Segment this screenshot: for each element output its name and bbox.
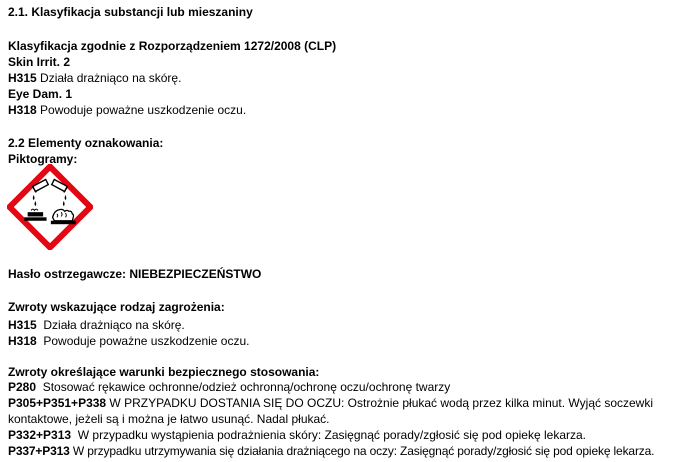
section-2-1-title: 2.1. Klasyfikacja substancji lub mieszaniny xyxy=(8,5,253,19)
precaution-text: W PRZYPADKU DOSTANIA SIĘ DO OCZU: Ostrożnie płukać wodą przez kilka minut. Wyjąć soczewki xyxy=(106,396,654,410)
precaution-code: P332+P313 xyxy=(8,428,72,442)
hazard-code: H318 xyxy=(8,103,37,117)
class-category: Eye Dam. 1 xyxy=(8,87,73,101)
corrosion-pictogram-icon xyxy=(7,164,93,250)
precautionary-statement xyxy=(8,395,653,411)
precaution-text: W przypadku wystąpienia podrażnienia skóry: Zasięgnąć porady/zgłosić się pod opiekę lekarza. xyxy=(71,428,586,442)
signal-word-line xyxy=(8,266,261,282)
precautionary-statement xyxy=(8,427,586,443)
clp-heading: Klasyfikacja zgodnie z Rozporządzeniem 1272/2008 (CLP) xyxy=(8,39,337,53)
precautionary-statement xyxy=(8,379,450,395)
class-category: Skin Irrit. 2 xyxy=(8,55,71,69)
precautionary-statement-continuation xyxy=(8,411,330,427)
hazard-code: H318 xyxy=(8,334,37,348)
precaution-text: Stosować rękawice ochronne/odzież ochronną/ochronę oczu/ochronę twarzy xyxy=(36,380,451,394)
hazard-statement xyxy=(8,333,250,349)
precaution-code: P305+P351+P338 xyxy=(8,396,107,410)
hazard-text: Działa drażniąco na skórę. xyxy=(36,318,185,332)
class-statement xyxy=(8,102,246,118)
signal-word-label: Hasło ostrzegawcze: xyxy=(8,267,130,281)
precaution-text: W przypadku utrzymywania się działania drażniącego na oczy: Zasięgnąć porady/zgłosić się pod opiekę lekarza. xyxy=(69,444,655,458)
precaution-text: kontaktowe, jeżeli są i można je łatwo usunąć. Nadal płukać. xyxy=(8,412,330,426)
hazard-statement xyxy=(8,317,185,333)
pictogram-diamond-border xyxy=(10,167,91,248)
precautionary-statements-heading: Zwroty określające warunki bezpiecznego stosowania: xyxy=(8,365,320,379)
hazard-code: H315 xyxy=(8,318,37,332)
section-2-2-title: 2.2 Elementy oznakowania: xyxy=(8,136,164,150)
hazard-text: Działa drażniąco na skórę. xyxy=(36,71,182,85)
precaution-code: P337+P313 xyxy=(8,444,70,458)
hazard-statements-heading: Zwroty wskazujące rodzaj zagrożenia: xyxy=(8,300,225,314)
precaution-code: P280 xyxy=(8,380,37,394)
precautionary-statement xyxy=(8,443,654,459)
class-statement xyxy=(8,70,181,86)
signal-word: NIEBEZPIECZEŃSTWO xyxy=(129,267,262,281)
hazard-text: Powoduje poważne uszkodzenie oczu. xyxy=(36,334,250,348)
pictograms-label: Piktogramy: xyxy=(8,152,78,166)
hazard-text: Powoduje poważne uszkodzenie oczu. xyxy=(36,103,247,117)
hazard-code: H315 xyxy=(8,71,37,85)
